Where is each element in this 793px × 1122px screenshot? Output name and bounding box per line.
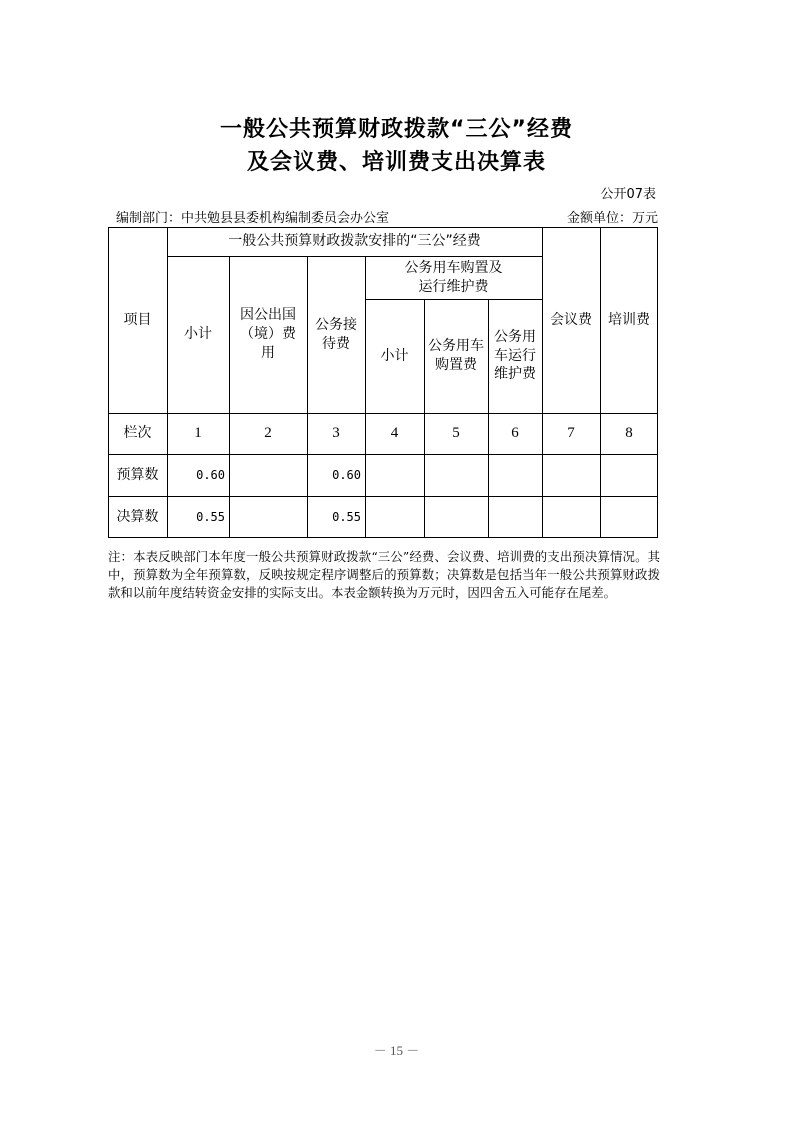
index-number: 1 [194, 425, 202, 442]
page-number: － 15 － [373, 1043, 420, 1058]
header-overseas: 因公出国（境）费用 [240, 307, 296, 361]
table-note: 注：本表反映部门本年度一般公共预算财政拨款“三公”经费、会议费、培训费的支出预决算情况。其中，预算数为全年预算数，反映按规定程序调整后的预算数；决算数是包括当年一般公共预算财政拨款和以前年度结转资金安排的实际支出。本表金额转换为万元时，因四舍五入可能存在尾差。 [108, 549, 660, 600]
final-overseas-value [229, 496, 307, 538]
final-subtotal-value: 0.55 [196, 510, 225, 524]
index-number: 5 [452, 425, 460, 442]
header-vehicle-group: 公务用车购置及运行维护费 [404, 259, 503, 295]
header-vehicle-operation: 公务用车运行维护费 [494, 328, 536, 383]
table-title-line2: 及会议费、培训费支出决算表 [246, 150, 546, 175]
budget-meeting-value [542, 454, 600, 496]
budget-training-value [600, 454, 658, 496]
index-number: 2 [264, 425, 272, 442]
budget-vehicle-subtotal-value [365, 454, 424, 496]
header-subtotal: 小计 [184, 326, 212, 343]
header-vehicle-purchase: 公务用车购置费 [428, 338, 484, 373]
header-vehicle-subtotal: 小计 [380, 347, 409, 364]
final-reception-value: 0.55 [332, 510, 361, 524]
budget-vehicle-operation-value [488, 454, 542, 496]
budget-reception-value: 0.60 [332, 468, 361, 482]
header-item: 项目 [123, 311, 152, 328]
final-vehicle-purchase-value [424, 496, 488, 538]
final-vehicle-subtotal-value [365, 496, 424, 538]
final-meeting-value [542, 496, 600, 538]
department-label: 编制部门：中共勉县县委机构编制委员会办公室 [116, 211, 390, 226]
final-row-label: 决算数 [116, 508, 159, 525]
index-row-label: 栏次 [123, 425, 152, 442]
final-vehicle-operation-value [488, 496, 542, 538]
budget-overseas-value [229, 454, 307, 496]
index-number: 7 [567, 425, 575, 442]
index-number: 4 [390, 425, 399, 442]
header-reception: 公务接待费 [315, 316, 357, 352]
budget-subtotal-value: 0.60 [196, 468, 225, 482]
final-training-value [600, 496, 658, 538]
unit-label: 金额单位：万元 [566, 211, 658, 226]
budget-vehicle-purchase-value [424, 454, 488, 496]
header-training: 培训费 [608, 311, 650, 328]
index-number: 3 [332, 425, 340, 442]
header-meeting: 会议费 [550, 311, 592, 328]
index-number: 6 [511, 425, 519, 442]
header-three-public-group: 一般公共预算财政拨款安排的“三公”经费 [228, 233, 481, 250]
table-title-line1: 一般公共预算财政拨款“三公”经费 [220, 117, 573, 142]
expenditure-table [108, 227, 658, 538]
index-number: 8 [625, 425, 633, 442]
form-number: 公开07表 [600, 187, 656, 202]
budget-row-label: 预算数 [116, 466, 159, 483]
